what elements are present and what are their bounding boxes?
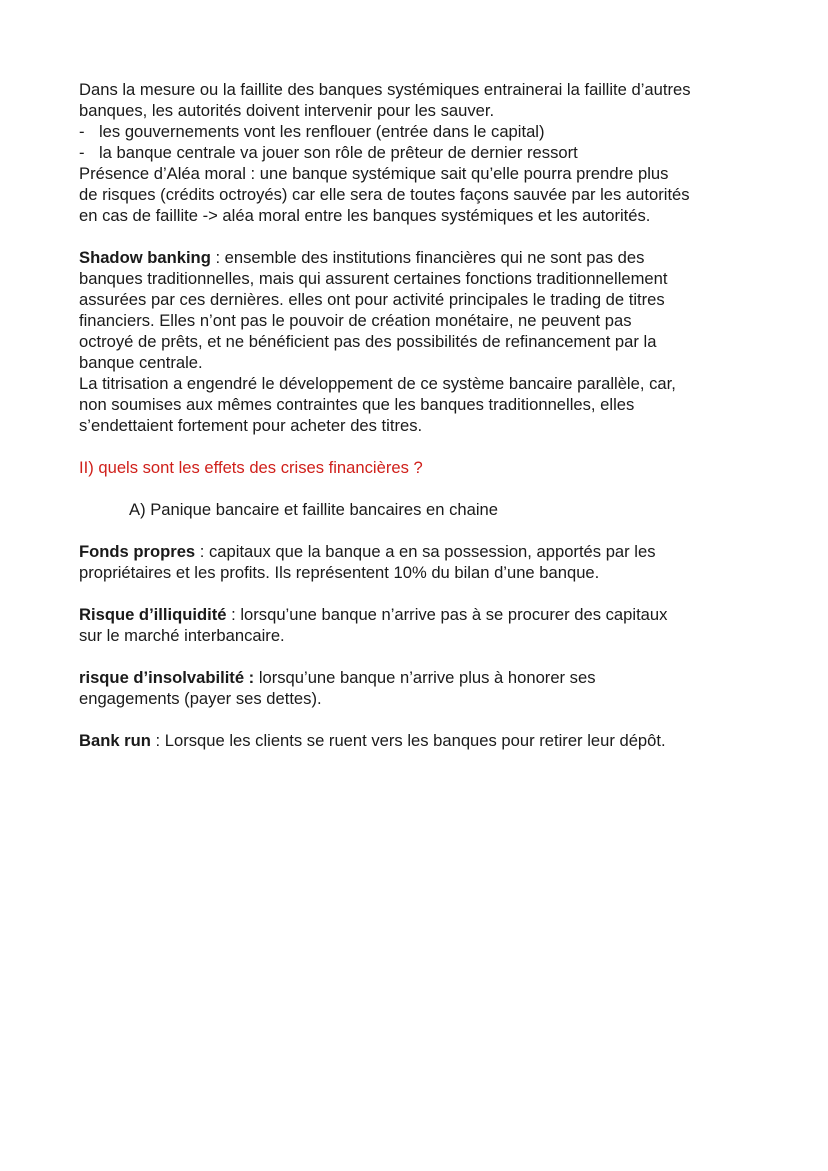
titrisation-line: La titrisation a engendré le développement de ce système bancaire parallèle, car, [79, 374, 676, 393]
document-page [79, 79, 759, 751]
bank-run-paragraph [79, 730, 759, 751]
definition-term: Shadow banking [79, 248, 211, 267]
definition-text: lorsqu’une banque n’arrive plus à honorer ses [254, 668, 596, 687]
definition-text: financiers. Elles n’ont pas le pouvoir de création monétaire, ne peuvent pas [79, 311, 632, 330]
intro-paragraph [79, 79, 759, 226]
definition-text: sur le marché interbancaire. [79, 626, 285, 645]
illiquidite-paragraph [79, 604, 759, 646]
definition-term: Bank run [79, 731, 151, 750]
bullet-text: la banque centrale va jouer son rôle de prêteur de dernier ressort [99, 143, 578, 162]
section-heading: II) quels sont les effets des crises financières ? [79, 458, 423, 477]
dash-bullet-icon: - [79, 143, 85, 162]
insolvabilite-paragraph [79, 667, 759, 709]
subsection-heading: A) Panique bancaire et faillite bancaires en chaine [129, 500, 498, 519]
definition-text: octroyé de prêts, et ne bénéficient pas des possibilités de refinancement par la [79, 332, 657, 351]
bullet-item [79, 121, 759, 142]
definition-text: : capitaux que la banque a en sa possession, apportés par les [195, 542, 656, 561]
definition-text: : Lorsque les clients se ruent vers les banques pour retirer leur dépôt. [150, 731, 666, 750]
bullet-item [79, 142, 759, 163]
titrisation-line: non soumises aux mêmes contraintes que les banques traditionnelles, elles [79, 395, 635, 414]
intro-line: banques, les autorités doivent intervenir pour les sauver. [79, 101, 495, 120]
definition-term: Risque d’illiquidité [79, 605, 227, 624]
definition-text: : lorsqu’une banque n’arrive pas à se procurer des capitaux [226, 605, 668, 624]
bullet-text: les gouvernements vont les renflouer (entrée dans le capital) [99, 122, 545, 141]
alea-line: en cas de faillite -> aléa moral entre les banques systémiques et les autorités. [79, 206, 651, 225]
fonds-propres-paragraph [79, 541, 759, 583]
dash-bullet-icon: - [79, 122, 85, 141]
intro-line: Dans la mesure ou la faillite des banques systémiques entrainerai la faillite d’autres [79, 80, 691, 99]
definition-term: Fonds propres [79, 542, 196, 561]
definition-text: assurées par ces dernières. elles ont pour activité principales le trading de titres [79, 290, 665, 309]
alea-line: Présence d’Aléa moral : une banque systémique sait qu’elle pourra prendre plus [79, 164, 669, 183]
alea-line: de risques (crédits octroyés) car elle sera de toutes façons sauvée par les autorités [79, 185, 690, 204]
definition-text: engagements (payer ses dettes). [79, 689, 322, 708]
definition-text: banques traditionnelles, mais qui assurent certaines fonctions traditionnellement [79, 269, 668, 288]
definition-text: propriétaires et les profits. Ils représentent 10% du bilan d’une banque. [79, 563, 600, 582]
definition-text: banque centrale. [79, 353, 203, 372]
shadow-banking-paragraph [79, 247, 759, 436]
definition-term: risque d’insolvabilité : [79, 668, 255, 687]
titrisation-line: s’endettaient fortement pour acheter des titres. [79, 416, 423, 435]
definition-text: : ensemble des institutions financières qui ne sont pas des [210, 248, 645, 267]
